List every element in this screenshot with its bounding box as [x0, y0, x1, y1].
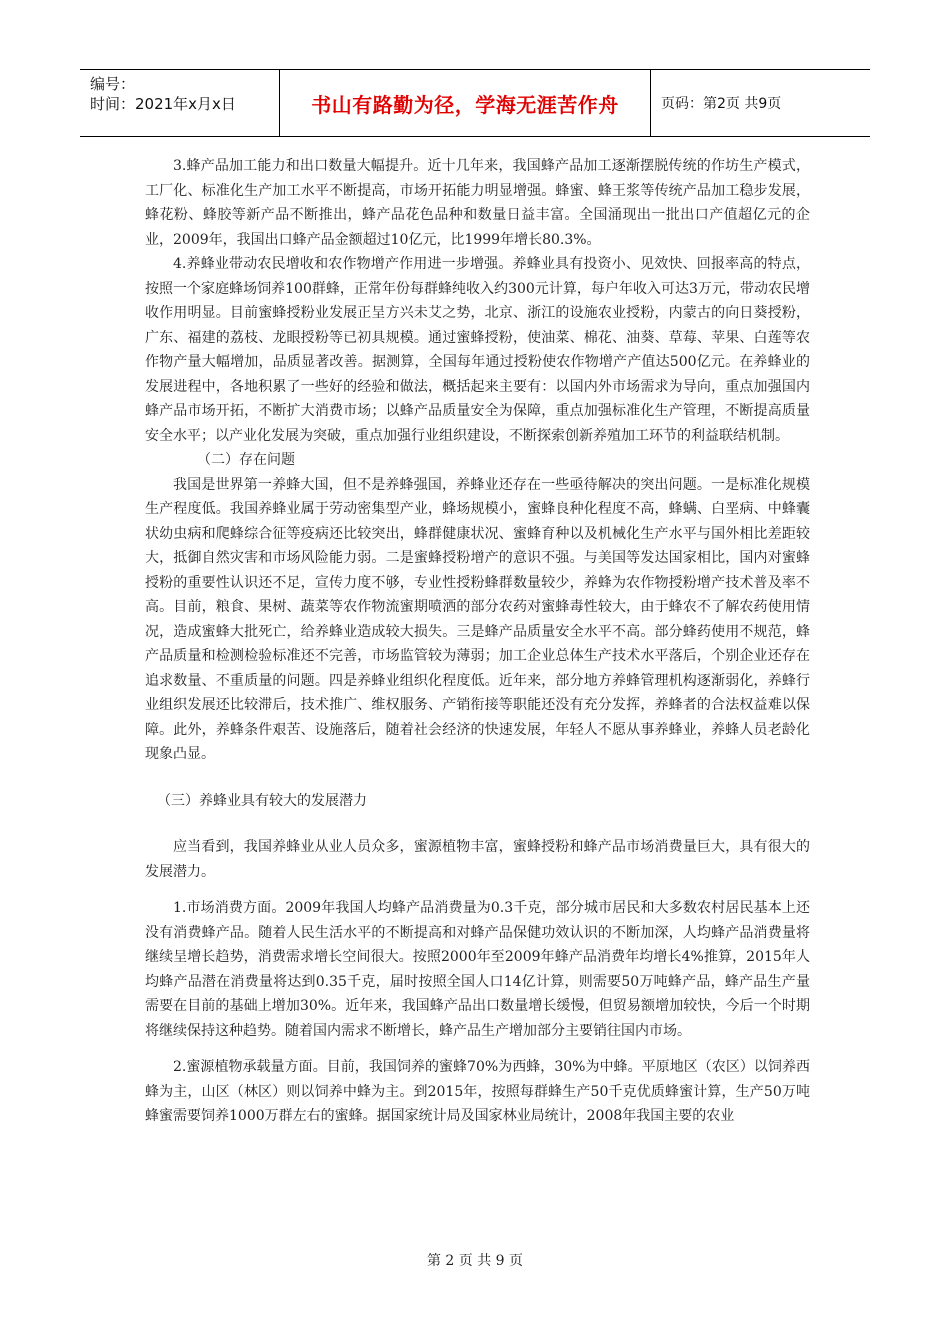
paragraph-farmer-income: 4.养蜂业带动农民增收和农作物增产作用进一步增强。养蜂业具有投资小、见效快、回报率高的特点，按照一个家庭蜂场饲养100群蜂，正常年份每群蜂纯收入约300元计算，每户年收入可达3万元，带动农民增收作用明显。目前蜜蜂授粉业发展正呈方兴未艾之势，北京、浙江的设施农业授粉，内蒙古的向日葵授粉，广东、福建的荔枝、龙眼授粉等已初具规模。通过蜜蜂授粉，使油菜、棉花、油葵、草莓、苹果、白莲等农作物产量大幅增加，品质显著改善。据测算，全国每年通过授粉使农作物增产产值达500亿元。在养蜂业的发展进程中，各地积累了一些好的经验和做法，概括起来主要有：以国内外市场需求为导向，重点加强国内蜂产品市场开拓，不断扩大消费市场；以蜂产品质量安全为保障，重点加强标准化生产管理，不断提高质量安全水平；以产业化发展为突破，重点加强行业组织建设，不断探索创新养殖加工环节的利益联结机制。	[145, 256, 810, 444]
page-label: 页码：第2页 共9页	[661, 96, 782, 112]
header-motto-cell	[280, 70, 651, 136]
number-label: 编号：	[90, 75, 136, 93]
section-heading-problems: （二）存在问题	[197, 452, 295, 468]
header-page-cell	[651, 70, 870, 136]
document-body	[145, 154, 810, 1129]
paragraph-nectar-plants: 2.蜜源植物承载量方面。目前，我国饲养的蜜蜂70%为西蜂，30%为中蜂。平原地区（农区）以饲养西蜂为主，山区（林区）则以饲养中蜂为主。到2015年，按照每群蜂生产50千克优质蜂蜜计算，生产50万吨蜂蜜需要饲养1000万群左右的蜜蜂。据国家统计局及国家林业局统计，2008年我国主要的农业	[145, 1059, 810, 1124]
header-meta	[80, 70, 280, 136]
time-label: 时间：2021年x月x日	[90, 95, 236, 113]
section-heading-potential: （三）养蜂业具有较大的发展潜力	[157, 792, 367, 809]
paragraph-processing-export: 3.蜂产品加工能力和出口数量大幅提升。近十几年来，我国蜂产品加工逐渐摆脱传统的作坊生产模式，工厂化、标准化生产加工水平不断提高，市场开拓能力明显增强。蜂蜜、蜂王浆等传统产品加工稳步发展，蜂花粉、蜂胶等新产品不断推出，蜂产品花色品种和数量日益丰富。全国涌现出一批出口产值超亿元的企业，2009年，我国出口蜂产品金额超过10亿元，比1999年增长80.3%。	[145, 158, 810, 248]
paragraph-potential-intro: 应当看到，我国养蜂业从业人员众多，蜜源植物丰富，蜜蜂授粉和蜂产品市场消费量巨大，具有很大的发展潜力。	[145, 839, 810, 880]
page-header	[80, 69, 870, 137]
paragraph-market-consumption: 1.市场消费方面。2009年我国人均蜂产品消费量为0.3千克，部分城市居民和大多数农村居民基本上还没有消费蜂产品。随着人民生活水平的不断提高和对蜂产品保健功效认识的不断加深，人均蜂产品消费量将继续呈增长趋势，消费需求增长空间很大。按照2000年至2009年蜂产品消费年均增长4%推算，2015年人均蜂产品潜在消费量将达到0.35千克，届时按照全国人口14亿计算，则需要50万吨蜂产品，蜂产品生产量需要在目前的基础上增加30%。近年来，我国蜂产品出口数量增长缓慢，但贸易额增加较快，今后一个时期将继续保持这种趋势。随着国内需求不断增长，蜂产品生产增加部分主要销往国内市场。	[145, 900, 810, 1039]
page-footer: 第 2 页 共 9 页	[426, 1253, 524, 1269]
paragraph-problems: 我国是世界第一养蜂大国，但不是养蜂强国，养蜂业还存在一些亟待解决的突出问题。一是标准化规模生产程度低。我国养蜂业属于劳动密集型产业，蜂场规模小，蜜蜂良种化程度不高，蜂螨、白垩病、中蜂囊状幼虫病和爬蜂综合征等疫病还比较突出，蜂群健康状况、蜜蜂育种以及机械化生产水平与国外相比差距较大，抵御自然灾害和市场风险能力弱。二是蜜蜂授粉增产的意识不强。与美国等发达国家相比，国内对蜜蜂授粉的重要性认识还不足，宣传力度不够，专业性授粉蜂群数量较少，养蜂为农作物授粉增产技术普及率不高。目前，粮食、果树、蔬菜等农作物流蜜期喷洒的部分农药对蜜蜂毒性较大，由于蜂农不了解农药使用情况，造成蜜蜂大批死亡，给养蜂业造成较大损失。三是蜂产品质量安全水平不高。部分蜂药使用不规范，蜂产品质量和检测检验标准还不完善，市场监管较为薄弱；加工企业总体生产技术水平落后，个别企业还存在追求数量、不重质量的问题。四是养蜂业组织化程度低。近年来，部分地方养蜂管理机构逐渐弱化，养蜂行业组织发展还比较滞后，技术推广、维权服务、产销衔接等职能还没有充分发挥，养蜂者的合法权益难以保障。此外，养蜂条件艰苦、设施落后，随着社会经济的快速发展，年轻人不愿从事养蜂业，养蜂人员老龄化现象凸显。	[145, 476, 810, 762]
motto-text: 书山有路勤为径，学海无涯苦作舟	[311, 92, 619, 117]
